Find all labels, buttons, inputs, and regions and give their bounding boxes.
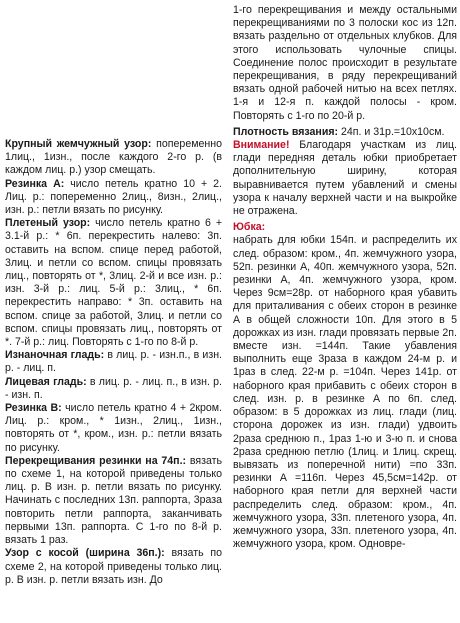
attention-label: Внимание!	[233, 139, 290, 152]
section-heading: Лицевая гладь:	[5, 375, 87, 388]
section-heading: Плетеный узор:	[5, 217, 91, 230]
section-heading: Перекрещивания резинки на 74п.:	[5, 454, 187, 467]
section-text: число петель кратно 6 + 3.1-й р.: * 6п. перекрестить налево: 3п. оставить на вспом. спице перед работой, 3лиц. и петли со вспом. спицы провязать лиц., повторять от *, 3лиц. 2-й и все изн. р.: изн. 3-й р.: лиц. 5-й р.: 3лиц., * 6п. перекрестить направо: * 3п. оставить на вспом. спице за работой, 3лиц. и петли со вспом. спицы провязать лиц., повторять от *. 7-й р.: лиц. Повторять с 1-го по 8-й р.	[5, 217, 223, 349]
section-heading: Изнаночная гладь:	[5, 349, 105, 362]
section-text: в лиц. р. - изн.п., в изн. р. - лиц. п.	[5, 349, 222, 375]
left-paragraph	[5, 349, 222, 375]
section-text: вязать по схеме 2, на которой приведены только лиц. р. В изн. р. петли вязать изн. До	[5, 547, 222, 586]
section-heading: Резинка В:	[5, 402, 62, 415]
left-paragraph	[5, 455, 222, 547]
skirt-instructions: набрать для юбки 154п. и распределить их след. образом: кром., 4п. жемчужного узора, 52п. резинки А, 40п. жемчужного узора, 52п. резинки А, 4п. жемчужного узора, кром. Через 9см=28р. от наборного края убавить для приталивания с обеих сторон в резинке А в общей сложности 10п. Для этого в 5 дорожках из изн. глади провязать первые 2п. вместе изн. =144п. Такие убавления выполнить еще 3раза в каждом 24-м р. и 1раз в след. 22-м р. =104п. Через 141р. от наборного края прибавить с обеих сторон в след. изн. р. в резинке А по 6п. след. образом: в 5 дорожках из лиц. глади (лиц. сторона дорожек из изн. глади) удвоить 2раза среднюю п., 1раз 1-ю и 3-ю п. и снова 2раза среднюю петлю (1лиц. и 1лиц. скрещ. вывязать из поперечной нити) =по 33п. резинки А =116п. Через 45,5см=142р. от наборного края петли для верхней части распределить след. образом: кром., 4п. жемчужного узора, 33п. плетеного узора, 4п. жемчужного узора, 33п. плетеного узора, 4п. жемчужного узора, кром. Одновре-	[233, 234, 457, 551]
section-text: число петель кратно 10 + 2. Лиц. р.: попеременно 2лиц., 8изн., 2лиц., изн. р.: петли вязать по рисунку.	[5, 177, 223, 217]
density-paragraph	[233, 126, 457, 139]
section-heading: Резинка А:	[5, 177, 65, 190]
attention-text: Благодаря участкам из лиц. глади передняя деталь юбки приобретает дополнительную ширину, которая выравнивается путем убавлений и смены узора к началу верхней части и на выкройке не отражена.	[233, 139, 457, 218]
left-paragraph	[5, 217, 222, 349]
left-paragraph	[5, 402, 222, 455]
density-text: 24п. и 31р.=10х10см.	[338, 125, 445, 138]
section-heading: Крупный жемчужный узор:	[5, 138, 152, 150]
left-column	[5, 138, 222, 587]
right-column	[233, 4, 457, 551]
left-paragraph	[5, 178, 222, 218]
attention-paragraph	[233, 139, 457, 218]
left-paragraph	[5, 138, 222, 178]
section-text: число петель кратно 4 + 2кром. Лиц. р.: кром., * 1изн., 2лиц., 1изн., повторять от *, кром., изн. р.: петли вязать по рисунку.	[5, 402, 222, 454]
pattern-continuation: 1-го перекрещивания и между остальными перекрещиваниями по 3 полоски кос из 12п. вязать раздельно от отдельных клубков. Для этого использовать чулочные спицы. Соединение полос происходит в результате перекрещивания, в ряду перекрещиваний вязать одной рабочей нитью на всех петлях. 1-я и 12-я п. каждой полосы - кром. Повторять с 1-го по 20-й р.	[233, 4, 457, 122]
section-heading: Узор с косой (ширина 36п.):	[5, 547, 165, 560]
left-paragraph	[5, 376, 222, 402]
density-label: Плотность вязания:	[233, 125, 339, 138]
skirt-label: Юбка:	[233, 221, 266, 234]
section-text: вязать по схеме 1, на которой приведены только лиц. р. В изн. р. петли вязать по рисунку. Начинать с последних 13п. раппорта, 3раза повторить петли раппорта, заканчивать первыми 13п. раппорта. С 1-го по 8-й р. вязать 1 раз.	[5, 454, 222, 547]
skirt-heading	[233, 221, 457, 234]
section-text: в лиц. р. - лиц. п., в изн. р. - изн. п.	[5, 375, 223, 401]
section-text: попеременно 1лиц., 1изн., после каждого 2-го р. (в каждом лиц. р.) узор смещать.	[5, 138, 222, 177]
left-paragraph	[5, 547, 222, 587]
